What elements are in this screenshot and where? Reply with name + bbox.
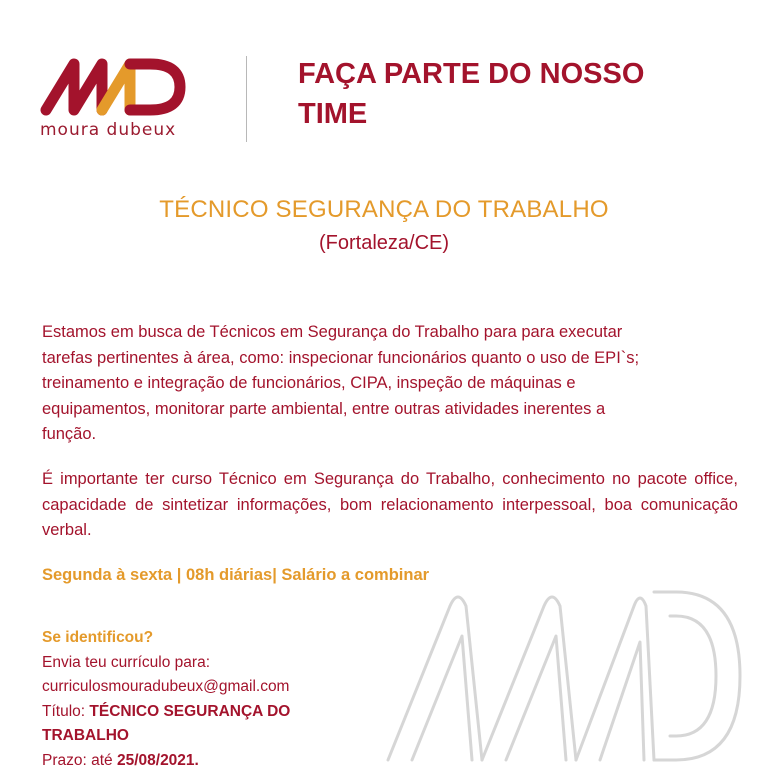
apply-subject-value-cont: TRABALHO xyxy=(42,724,362,749)
job-title: TÉCNICO SEGURANÇA DO TRABALHO xyxy=(0,196,768,224)
headline-line-2: TIME xyxy=(298,94,738,134)
apply-question: Se identificou? xyxy=(42,626,362,651)
job-requirements: É importante ter curso Técnico em Segurança do Trabalho, conhecimento no pacote office, capacidade de sintetizar informações, bom relacionamento interpessoal, boa comunicação verbal. xyxy=(42,467,738,544)
header-divider xyxy=(246,56,247,142)
apply-deadline-label: Prazo: até xyxy=(42,752,113,769)
brand-name: moura dubeux xyxy=(40,120,190,140)
apply-email: curriculosmouradubeux@gmail.com xyxy=(42,675,362,700)
apply-subject xyxy=(42,700,362,725)
brand-logo xyxy=(40,52,190,140)
apply-deadline xyxy=(42,749,362,773)
job-description xyxy=(42,320,738,448)
apply-subject-label: Título: xyxy=(42,703,85,720)
headline-line-1: FAÇA PARTE DO NOSSO xyxy=(298,54,738,94)
apply-section xyxy=(42,626,362,773)
description-line: Estamos em busca de Técnicos em Segurança do Trabalho para para executar xyxy=(42,320,738,346)
job-schedule: Segunda à sexta | 08h diárias| Salário a combinar xyxy=(42,566,429,585)
apply-deadline-date: 25/08/2021. xyxy=(117,752,199,769)
apply-subject-value: TÉCNICO SEGURANÇA DO xyxy=(89,703,290,720)
apply-send-label: Envia teu currículo para: xyxy=(42,651,362,676)
watermark xyxy=(378,580,748,773)
description-line: tarefas pertinentes à área, como: inspecionar funcionários quanto o uso de EPI`s; xyxy=(42,346,738,372)
md-logo-icon xyxy=(40,52,190,118)
description-line: função. xyxy=(42,422,738,448)
job-location: (Fortaleza/CE) xyxy=(0,232,768,255)
description-line: treinamento e integração de funcionários, CIPA, inspeção de máquinas e xyxy=(42,371,738,397)
md-watermark-icon xyxy=(378,580,748,768)
page-headline xyxy=(298,54,738,134)
description-line: equipamentos, monitorar parte ambiental, entre outras atividades inerentes a xyxy=(42,397,738,423)
